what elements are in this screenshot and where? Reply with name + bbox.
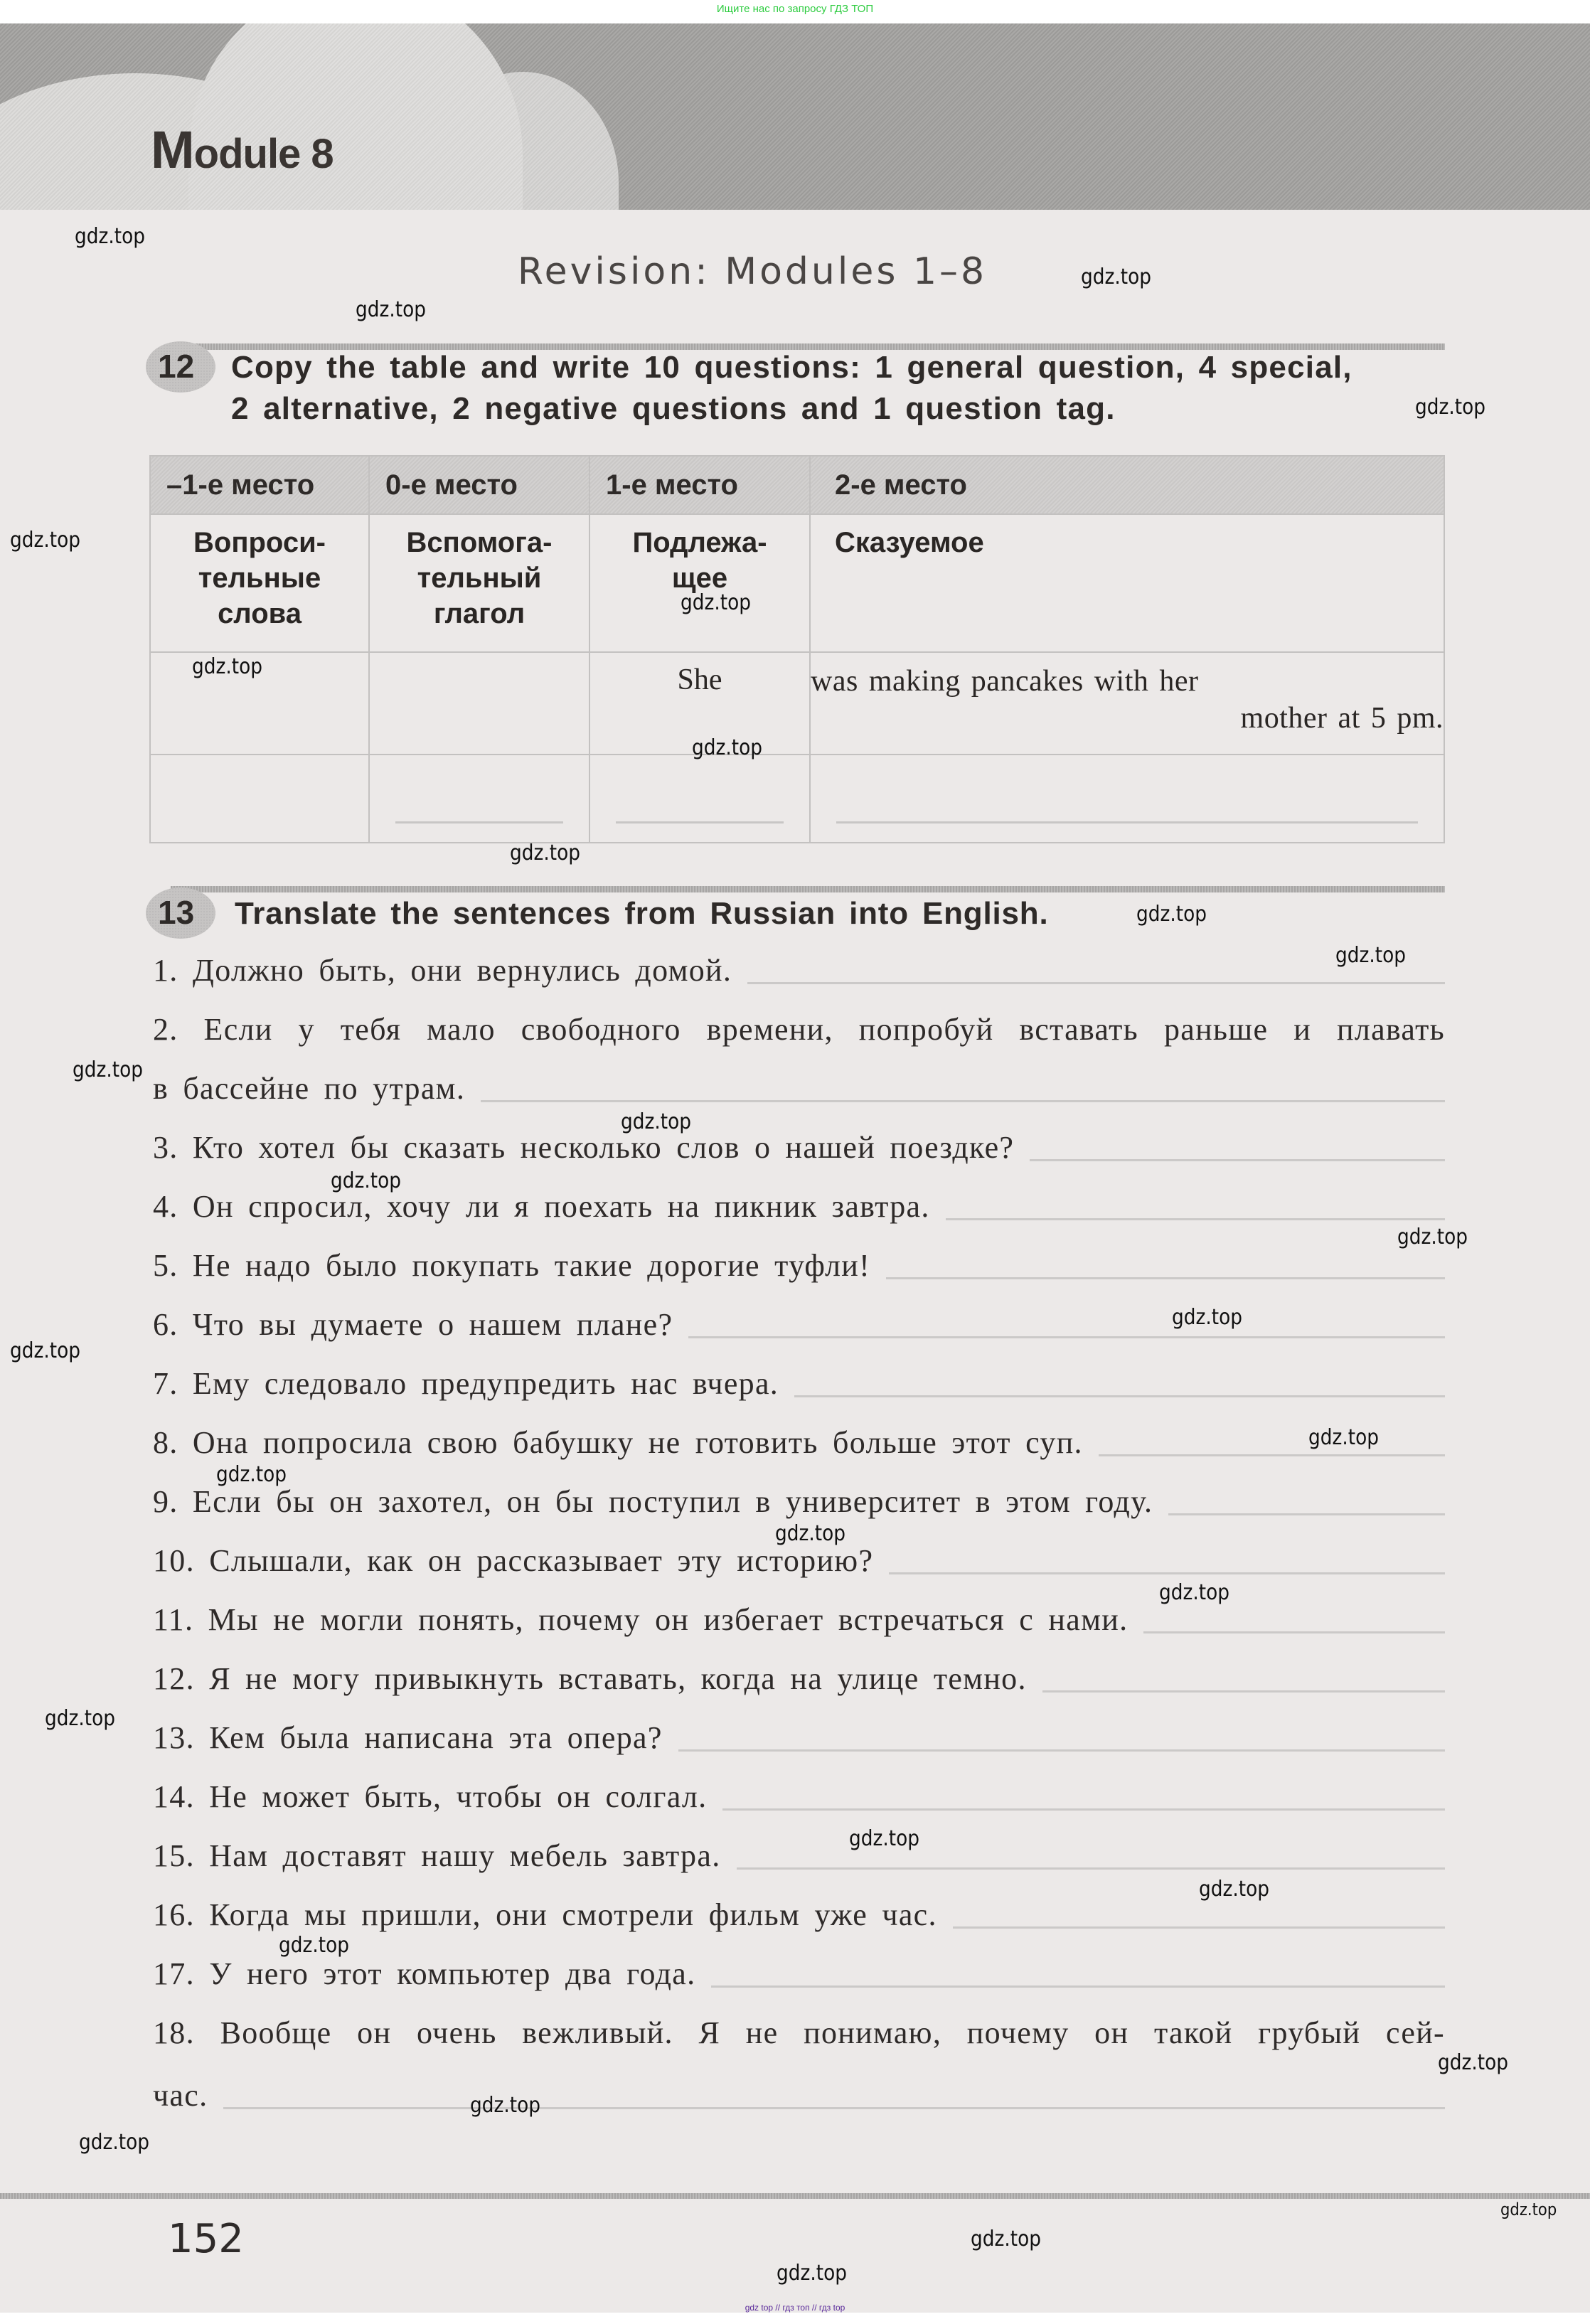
module-title: [151, 119, 334, 180]
watermark: gdz.top: [775, 1521, 846, 1546]
sentence-7: [153, 1359, 1445, 1402]
sentence-9: [153, 1477, 1445, 1520]
label-auxiliary-verb: [369, 514, 589, 652]
predicate-line-2: mother at 5 pm.: [1240, 702, 1444, 735]
watermark: gdz.top: [279, 1933, 350, 1958]
sentence-18: [153, 2008, 1445, 2051]
answer-line[interactable]: [794, 1395, 1445, 1397]
example-subject-cell: She: [589, 652, 810, 755]
column-header: 2-е место: [810, 456, 1444, 514]
bottom-banner: gdz top // гдз топ // гдз top: [745, 2303, 845, 2313]
label-line: тельный: [417, 563, 542, 594]
sentence-text: 6. Что вы думаете о нашем плане?: [153, 1307, 673, 1342]
exercise-13-instruction: Translate the sentences from Russian into English.: [235, 896, 1049, 931]
answer-line[interactable]: [678, 1749, 1445, 1752]
answer-line[interactable]: [1168, 1513, 1445, 1515]
sentence-text: 16. Когда мы пришли, они смотрели фильм уже час.: [153, 1897, 937, 1932]
sentence-18-continued: [153, 2071, 1445, 2114]
table-header-row: [150, 456, 1444, 514]
sentence-text: 13. Кем была написана эта опера?: [153, 1720, 663, 1755]
answer-line[interactable]: [953, 1926, 1445, 1929]
sentence-2-continued: [153, 1064, 1445, 1107]
sentence-text: 1. Должно быть, они вернулись домой.: [153, 953, 732, 988]
watermark: gdz.top: [971, 2227, 1042, 2251]
watermark: gdz.top: [1199, 1877, 1270, 1902]
label-line: Вспомога-: [406, 527, 553, 558]
answer-cell-subject[interactable]: [589, 755, 810, 843]
watermark: gdz.top: [10, 528, 81, 553]
module-title-initial: M: [151, 120, 194, 179]
watermark: gdz.top: [1397, 1225, 1468, 1249]
exercise-13-number: 13: [158, 894, 195, 931]
watermark: gdz.top: [1500, 2200, 1557, 2219]
label-line: щее: [671, 563, 728, 594]
module-title-rest: odule 8: [193, 131, 334, 177]
sentence-text: 17. У него этот компьютер два года.: [153, 1956, 696, 1991]
table-row-answer: [150, 755, 1444, 843]
label-line: Вопроси-: [193, 527, 326, 558]
watermark: gdz.top: [1335, 943, 1407, 968]
answer-line: [395, 821, 563, 823]
answer-line[interactable]: [946, 1218, 1445, 1220]
answer-line[interactable]: [711, 1985, 1445, 1988]
column-header: –1-е место: [150, 456, 369, 514]
answer-line[interactable]: [223, 2107, 1445, 2109]
watermark: gdz.top: [1159, 1580, 1230, 1605]
answer-line[interactable]: [747, 982, 1445, 984]
sentence-5: [153, 1241, 1445, 1284]
answer-line[interactable]: [737, 1867, 1446, 1870]
label-line: Подлежа-: [632, 527, 767, 558]
watermark: gdz.top: [1081, 265, 1152, 289]
watermark: gdz.top: [470, 2093, 541, 2118]
example-auxiliary-cell: [369, 652, 589, 755]
watermark: gdz.top: [331, 1168, 402, 1193]
page-title: [0, 250, 1590, 293]
sentence-text: 12. Я не могу привыкнуть вставать, когда на улице темно.: [153, 1661, 1027, 1696]
sentence-text: 8. Она попросила свою бабушку не готовить больше этот суп.: [153, 1425, 1083, 1460]
column-header: 1-е место: [589, 456, 810, 514]
answer-cell-question-word[interactable]: [150, 755, 369, 843]
sentence-text: 10. Слышали, как он рассказывает эту историю?: [153, 1543, 874, 1578]
answer-line[interactable]: [886, 1277, 1445, 1279]
exercise-12-instruction: [231, 347, 1447, 430]
label-question-words: [150, 514, 369, 652]
sentence-text: в бассейне по утрам.: [153, 1071, 466, 1106]
sentence-11: [153, 1595, 1445, 1638]
decorative-petal-shape: [188, 23, 523, 210]
sentence-2: [153, 1005, 1445, 1048]
label-line: Сказуемое: [835, 527, 984, 558]
answer-line[interactable]: [1030, 1159, 1445, 1161]
watermark: gdz.top: [1415, 395, 1486, 420]
answer-line[interactable]: [1042, 1690, 1445, 1693]
watermark: gdz.top: [73, 1057, 144, 1082]
module-header-band: [0, 23, 1590, 210]
sentence-text: 14. Не может быть, чтобы он солгал.: [153, 1779, 708, 1814]
sentence-1: [153, 946, 1445, 988]
answer-line: [836, 821, 1418, 823]
watermark: gdz.top: [1136, 902, 1207, 927]
answer-line[interactable]: [889, 1572, 1445, 1574]
answer-line[interactable]: [1143, 1631, 1445, 1633]
page-number: 152: [168, 2216, 244, 2262]
sentence-text: 2. Если у тебя мало свободного времени, попробуй вставать раньше и плавать: [153, 1012, 1445, 1047]
answer-line: [616, 821, 784, 823]
answer-cell-auxiliary[interactable]: [369, 755, 589, 843]
watermark: gdz.top: [1172, 1305, 1243, 1330]
sentence-structure-table: [149, 455, 1445, 843]
watermark: gdz.top: [356, 297, 427, 322]
watermark: gdz.top: [777, 2261, 848, 2286]
sentence-text: 11. Мы не могли понять, почему он избегает встречаться с нами.: [153, 1602, 1129, 1637]
example-predicate-cell: [810, 652, 1444, 755]
watermark: gdz.top: [192, 654, 263, 679]
label-predicate: [810, 514, 1444, 652]
exercise-12-instruction-line-2: 2 alternative, 2 negative questions and 1 question tag.: [231, 391, 1116, 426]
watermark: gdz.top: [75, 224, 146, 249]
sentence-text: 7. Ему следовало предупредить нас вчера.: [153, 1366, 779, 1401]
sentence-text: 4. Он спросил, хочу ли я поехать на пикник завтра.: [153, 1189, 930, 1224]
table-row: [150, 514, 1444, 652]
sentence-13: [153, 1713, 1445, 1756]
exercise-12-number: 12: [158, 348, 195, 385]
answer-line[interactable]: [722, 1808, 1445, 1811]
answer-line[interactable]: [1099, 1454, 1445, 1456]
label-subject: [589, 514, 810, 652]
exercise-13-rule: [171, 886, 1445, 892]
predicate-line-1: was making pancakes with her: [811, 665, 1199, 698]
watermark: gdz.top: [510, 841, 581, 865]
sentence-text: час.: [153, 2078, 208, 2113]
watermark: gdz.top: [79, 2130, 150, 2155]
sentence-text: 18. Вообще он очень вежливый. Я не понимаю, почему он такой грубый сей-: [153, 2015, 1445, 2050]
watermark: gdz.top: [681, 590, 752, 615]
label-line: тельные: [198, 563, 321, 594]
answer-line[interactable]: [688, 1336, 1445, 1338]
footer-rule: [0, 2193, 1590, 2199]
sentence-15: [153, 1831, 1445, 1874]
watermark: gdz.top: [621, 1109, 692, 1134]
sentence-text: 9. Если бы он захотел, он бы поступил в университет в этом году.: [153, 1484, 1153, 1519]
watermark: gdz.top: [1438, 2050, 1509, 2075]
watermark: gdz.top: [45, 1706, 116, 1731]
watermark: gdz.top: [10, 1338, 81, 1363]
sentence-14: [153, 1772, 1445, 1815]
answer-cell-predicate[interactable]: [810, 755, 1444, 843]
sentence-3: [153, 1123, 1445, 1166]
watermark: gdz.top: [216, 1462, 287, 1487]
sentence-12: [153, 1654, 1445, 1697]
page-title-text: Revision: Modules 1–8: [517, 250, 988, 293]
watermark: gdz.top: [849, 1826, 920, 1851]
sentence-text: 15. Нам доставят нашу мебель завтра.: [153, 1838, 721, 1873]
watermark: gdz.top: [1308, 1425, 1380, 1450]
label-line: глагол: [433, 598, 525, 629]
sentence-8: [153, 1418, 1445, 1461]
table-row-example: [150, 652, 1444, 755]
sentence-text: 3. Кто хотел бы сказать несколько слов о нашей поездке?: [153, 1130, 1015, 1165]
bottom-strip: [0, 2313, 1590, 2324]
exercise-12-instruction-line-1: Copy the table and write 10 questions: 1 general question, 4 special,: [231, 350, 1352, 385]
top-banner: Ищите нас по запросу ГДЗ ТОП: [716, 3, 874, 15]
column-header: 0-е место: [369, 456, 589, 514]
watermark: gdz.top: [692, 735, 763, 760]
answer-line[interactable]: [481, 1100, 1445, 1102]
label-line: слова: [218, 598, 302, 629]
sentence-text: 5. Не надо было покупать такие дорогие туфли!: [153, 1248, 871, 1283]
sentence-6: [153, 1300, 1445, 1343]
